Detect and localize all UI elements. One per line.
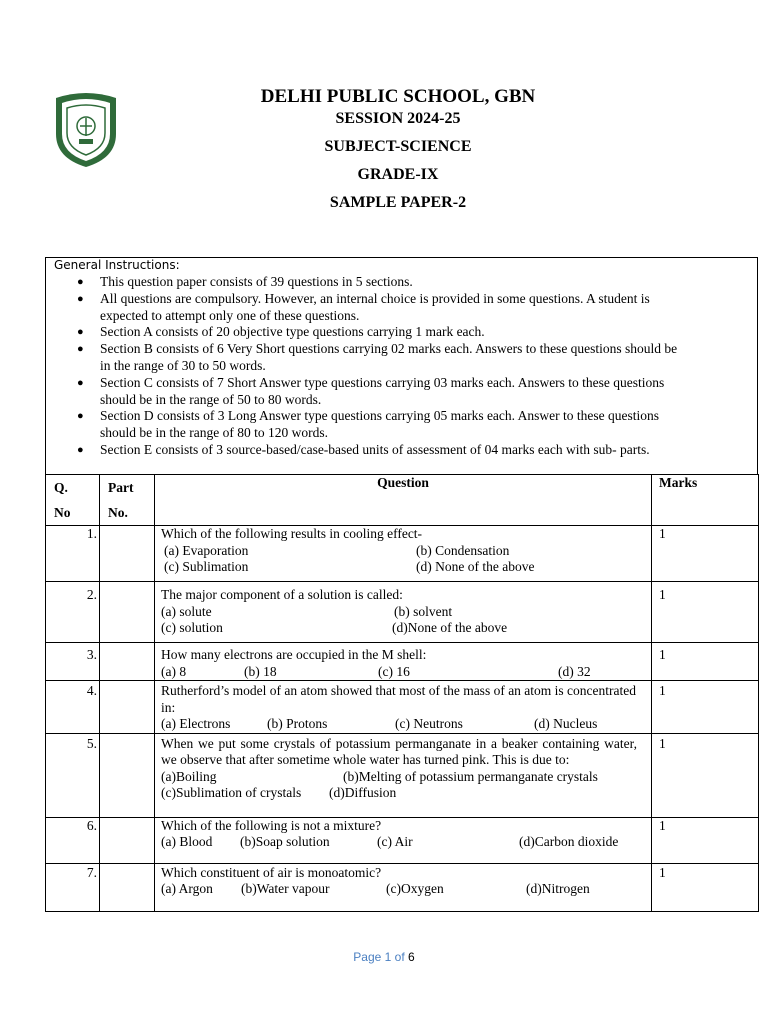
question-cell: [155, 526, 652, 582]
marks-cell: 1: [652, 643, 759, 681]
options-line: [161, 834, 651, 851]
question-cell: [155, 643, 652, 681]
option: (a) solute: [161, 603, 212, 619]
header-qno: [46, 475, 100, 526]
option: (b)Soap solution: [240, 834, 330, 849]
instruction-item: ● Section C consists of 7 Short Answer type questions carrying 03 marks each. Answers to these questions should be in the range of 50 to 80 words.: [46, 375, 686, 409]
marks-cell: 1: [652, 582, 759, 643]
instruction-item: ● Section E consists of 3 source-based/case-based units of assessment of 04 marks each with sub- parts.: [46, 442, 686, 459]
options-line: [161, 543, 651, 560]
question-cell: [155, 733, 652, 817]
header-marks: Marks: [652, 475, 759, 526]
marks-cell: 1: [652, 526, 759, 582]
header-part-line1: Part: [108, 480, 134, 495]
question-cell: [155, 817, 652, 863]
option: (d)Diffusion: [329, 785, 397, 800]
question-number: 5.: [46, 733, 100, 817]
options-line: [161, 664, 651, 681]
header-part-line2: No.: [108, 505, 128, 520]
table-row: [46, 582, 759, 643]
options-line: [161, 559, 651, 576]
option: (b) 18: [244, 663, 277, 679]
question-number: 4.: [46, 681, 100, 734]
school-name: DELHI PUBLIC SCHOOL, GBN: [260, 86, 536, 107]
header-qno-line2: No: [54, 505, 71, 520]
options-line: [161, 881, 651, 898]
part-cell: [100, 643, 155, 681]
option: (b) Condensation: [416, 542, 510, 558]
table-row: [46, 681, 759, 734]
table-row: [46, 817, 759, 863]
question-table: [45, 474, 759, 912]
question-cell: [155, 681, 652, 734]
header-qno-line1: Q.: [54, 480, 68, 495]
instruction-item: ● Section B consists of 6 Very Short questions carrying 02 marks each. Answers to these questions should be in the range of 30 to 50 words.: [46, 341, 686, 375]
option: (a)Boiling: [161, 768, 217, 784]
header-question: Question: [155, 475, 652, 526]
option: (a) Electrons: [161, 716, 231, 731]
marks-cell: 1: [652, 817, 759, 863]
option: (d) 32: [558, 663, 591, 679]
option: (c)Oxygen: [386, 881, 444, 896]
question-text: How many electrons are occupied in the M shell:: [161, 647, 427, 662]
part-cell: [100, 681, 155, 734]
marks-cell: 1: [652, 863, 759, 911]
question-number: 6.: [46, 817, 100, 863]
option: (a) Argon: [161, 881, 213, 896]
marks-cell: 1: [652, 681, 759, 734]
part-cell: [100, 582, 155, 643]
instruction-item: ● This question paper consists of 39 questions in 5 sections.: [46, 274, 686, 291]
question-number: 2.: [46, 582, 100, 643]
question-number: 1.: [46, 526, 100, 582]
options-line: [161, 604, 651, 621]
page-label: Page 1 of: [353, 950, 405, 964]
question-text: Which constituent of air is monoatomic?: [161, 864, 382, 880]
instructions-list: [46, 274, 686, 459]
marks-cell: 1: [652, 733, 759, 817]
option: (d) None of the above: [416, 559, 535, 574]
instruction-item: ● All questions are compulsory. However, an internal choice is provided in some questions. A student is expected to attempt only one of these questions.: [46, 291, 686, 325]
option: (d)Carbon dioxide: [519, 834, 619, 849]
option: (b)Melting of potassium permanganate crystals: [343, 768, 598, 784]
options-line: [161, 785, 637, 802]
instruction-item: ● Section D consists of 3 Long Answer type questions carrying 05 marks each. Answer to these questions should be in the range of 80 to 120 words.: [46, 408, 686, 442]
part-cell: [100, 863, 155, 911]
option: (b) Protons: [267, 716, 328, 731]
table-header-row: [46, 475, 759, 526]
page-total: 6: [408, 950, 415, 964]
general-instructions: [45, 257, 758, 474]
part-cell: [100, 733, 155, 817]
question-text: When we put some crystals of potassium permanganate in a beaker containing water, we observe that after sometime whole water has turned pink. This is due to:: [161, 735, 637, 767]
option: (d)None of the above: [392, 620, 508, 635]
page-footer: [0, 950, 768, 964]
question-cell: [155, 863, 652, 911]
option: (c)Sublimation of crystals: [161, 785, 302, 800]
option: (a) Evaporation: [164, 542, 249, 558]
part-cell: [100, 817, 155, 863]
option: (a) Blood: [161, 834, 213, 849]
options-line: [161, 620, 651, 637]
part-cell: [100, 526, 155, 582]
subject: SUBJECT-SCIENCE: [324, 138, 472, 155]
option: (c) Sublimation: [164, 559, 249, 574]
question-text: The major component of a solution is called:: [161, 587, 403, 602]
paper-title: SAMPLE PAPER-2: [329, 194, 467, 211]
option: (b)Water vapour: [241, 881, 330, 896]
option: (a) 8: [161, 663, 187, 679]
option: (c) solution: [161, 620, 223, 635]
header-part: [100, 475, 155, 526]
option: (b) solvent: [394, 603, 453, 619]
question-text: Rutherford’s model of an atom showed that most of the mass of an atom is concentrated in:: [161, 683, 637, 715]
option: (c) 16: [378, 663, 410, 679]
options-line: [161, 769, 637, 786]
session: SESSION 2024-25: [335, 110, 461, 127]
table-row: [46, 733, 759, 817]
options-line: [161, 716, 651, 733]
option: (d)Nitrogen: [526, 881, 590, 896]
option: (c) Air: [377, 834, 413, 849]
question-number: 3.: [46, 643, 100, 681]
question-text: Which of the following is not a mixture?: [161, 817, 382, 833]
question-text: Which of the following results in cooling effect-: [161, 526, 423, 541]
option: (c) Neutrons: [395, 716, 463, 731]
question-cell: [155, 582, 652, 643]
table-row: [46, 526, 759, 582]
table-row: [46, 863, 759, 911]
instructions-title: General Instructions:: [54, 258, 180, 272]
table-row: [46, 643, 759, 681]
grade: GRADE-IX: [357, 166, 439, 183]
instruction-item: ● Section A consists of 20 objective type questions carrying 1 mark each.: [46, 324, 686, 341]
question-number: 7.: [46, 863, 100, 911]
option: (d) Nucleus: [534, 716, 598, 731]
